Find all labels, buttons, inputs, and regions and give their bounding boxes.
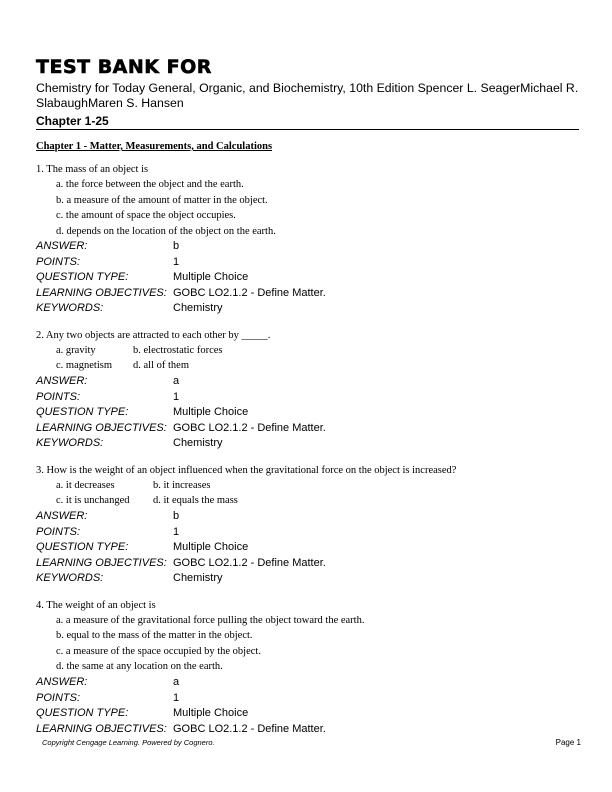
points-row: [36, 255, 579, 271]
answer-row: [36, 675, 579, 691]
copyright-footer: Copyright Cengage Learning. Powered by Cognero.: [42, 738, 215, 747]
choice-b: b. electrostatic forces: [133, 344, 223, 356]
question-type-label: QUESTION TYPE:: [36, 541, 129, 554]
document-page: [36, 56, 579, 749]
points-row: [36, 390, 579, 406]
points-label: POINTS:: [36, 255, 81, 268]
answer-value: b: [173, 509, 180, 522]
question-type-row: [36, 405, 579, 421]
choice-row: [56, 358, 579, 374]
choice-row: [56, 343, 579, 359]
choice-a: a. a measure of the gravitational force pulling the object toward the earth.: [56, 614, 365, 626]
choice-row: [56, 493, 579, 509]
answer-label: ANSWER:: [36, 509, 88, 522]
learning-objectives-value: GOBC LO2.1.2 - Define Matter.: [173, 722, 326, 735]
choice-d: d. the same at any location on the earth.: [56, 661, 223, 673]
answer-label: ANSWER:: [36, 374, 88, 387]
keywords-value: Chemistry: [173, 572, 223, 585]
test-bank-banner: TEST BANK FOR: [36, 56, 212, 78]
points-label: POINTS:: [36, 525, 81, 538]
question-2: [36, 329, 579, 452]
choice-c: c. the amount of space the object occupies.: [56, 210, 236, 221]
question-stem: 1. The mass of an object is: [36, 164, 149, 175]
choice-b: b. a measure of the amount of matter in the object.: [56, 194, 268, 206]
question-stem: 2. Any two objects are attracted to each other by _____.: [36, 329, 271, 341]
keywords-label: KEYWORDS:: [36, 437, 104, 450]
question-type-row: [36, 270, 579, 286]
header-rule: [36, 129, 579, 130]
points-value: 1: [173, 525, 180, 538]
points-row: [36, 691, 579, 707]
choice-d: d. it equals the mass: [153, 495, 238, 507]
answer-value: a: [173, 675, 180, 688]
keywords-row: [36, 436, 579, 452]
learning-objectives-row: [36, 722, 579, 738]
choice-c: c. it is unchanged: [56, 495, 130, 507]
question-type-label: QUESTION TYPE:: [36, 271, 129, 284]
points-label: POINTS:: [36, 691, 81, 704]
choice-b: b. it increases: [153, 479, 211, 491]
answer-value: a: [173, 374, 180, 387]
points-value: 1: [173, 390, 180, 403]
choice-c: c. a measure of the space occupied by the object.: [56, 645, 261, 657]
learning-objectives-row: [36, 286, 579, 302]
question-type-row: [36, 540, 579, 556]
keywords-row: [36, 301, 579, 317]
choice-a: a. it decreases: [56, 479, 115, 491]
learning-objectives-value: GOBC LO2.1.2 - Define Matter.: [173, 421, 326, 434]
choice-d: d. depends on the location of the object on the earth.: [56, 225, 276, 237]
question-type-label: QUESTION TYPE:: [36, 707, 129, 720]
points-row: [36, 525, 579, 541]
page-number: Page 1: [555, 738, 581, 747]
keywords-label: KEYWORDS:: [36, 572, 104, 585]
choice-a: a. gravity: [56, 344, 96, 356]
points-value: 1: [173, 691, 180, 704]
answer-row: [36, 374, 579, 390]
points-value: 1: [173, 255, 180, 268]
choice-c: c. magnetism: [56, 360, 112, 372]
keywords-value: Chemistry: [173, 302, 223, 315]
answer-label: ANSWER:: [36, 675, 88, 688]
question-type-label: QUESTION TYPE:: [36, 406, 129, 419]
question-4: [36, 599, 579, 737]
choice-d: d. all of them: [133, 360, 189, 372]
keywords-row: [36, 571, 579, 587]
answer-label: ANSWER:: [36, 240, 88, 252]
question-type-value: Multiple Choice: [173, 541, 249, 554]
chapter-range-heading: Chapter 1-25: [36, 114, 109, 128]
choice-b: b. equal to the mass of the matter in the object.: [56, 630, 253, 642]
choice-row: [56, 478, 579, 494]
book-title: Chemistry for Today General, Organic, and Biochemistry, 10th Edition Spencer L. SeagerMichael R. SlabaughMaren S. Hansen: [36, 81, 579, 110]
learning-objectives-label: LEARNING OBJECTIVES:: [36, 286, 167, 299]
question-3: [36, 464, 579, 587]
learning-objectives-value: GOBC LO2.1.2 - Define Matter.: [173, 556, 326, 569]
keywords-value: Chemistry: [173, 437, 223, 450]
learning-objectives-row: [36, 421, 579, 437]
answer-value: b: [173, 240, 180, 252]
choice-a: a. the force between the object and the earth.: [56, 179, 244, 190]
learning-objectives-row: [36, 556, 579, 572]
question-type-value: Multiple Choice: [173, 271, 249, 284]
learning-objectives-label: LEARNING OBJECTIVES:: [36, 421, 167, 434]
section-title: Chapter 1 - Matter, Measurements, and Calculations: [36, 141, 273, 152]
question-stem: 4. The weight of an object is: [36, 599, 156, 611]
question-type-row: [36, 706, 579, 722]
question-stem: 3. How is the weight of an object influenced when the gravitational force on the object is increased?: [36, 464, 457, 476]
learning-objectives-label: LEARNING OBJECTIVES:: [36, 722, 167, 735]
answer-row: [36, 239, 579, 255]
keywords-label: KEYWORDS:: [36, 302, 104, 315]
question-type-value: Multiple Choice: [173, 707, 249, 720]
points-label: POINTS:: [36, 390, 81, 403]
question-1: [36, 163, 579, 317]
answer-row: [36, 509, 579, 525]
learning-objectives-label: LEARNING OBJECTIVES:: [36, 556, 167, 569]
question-type-value: Multiple Choice: [173, 406, 249, 419]
learning-objectives-value: GOBC LO2.1.2 - Define Matter.: [173, 286, 326, 299]
